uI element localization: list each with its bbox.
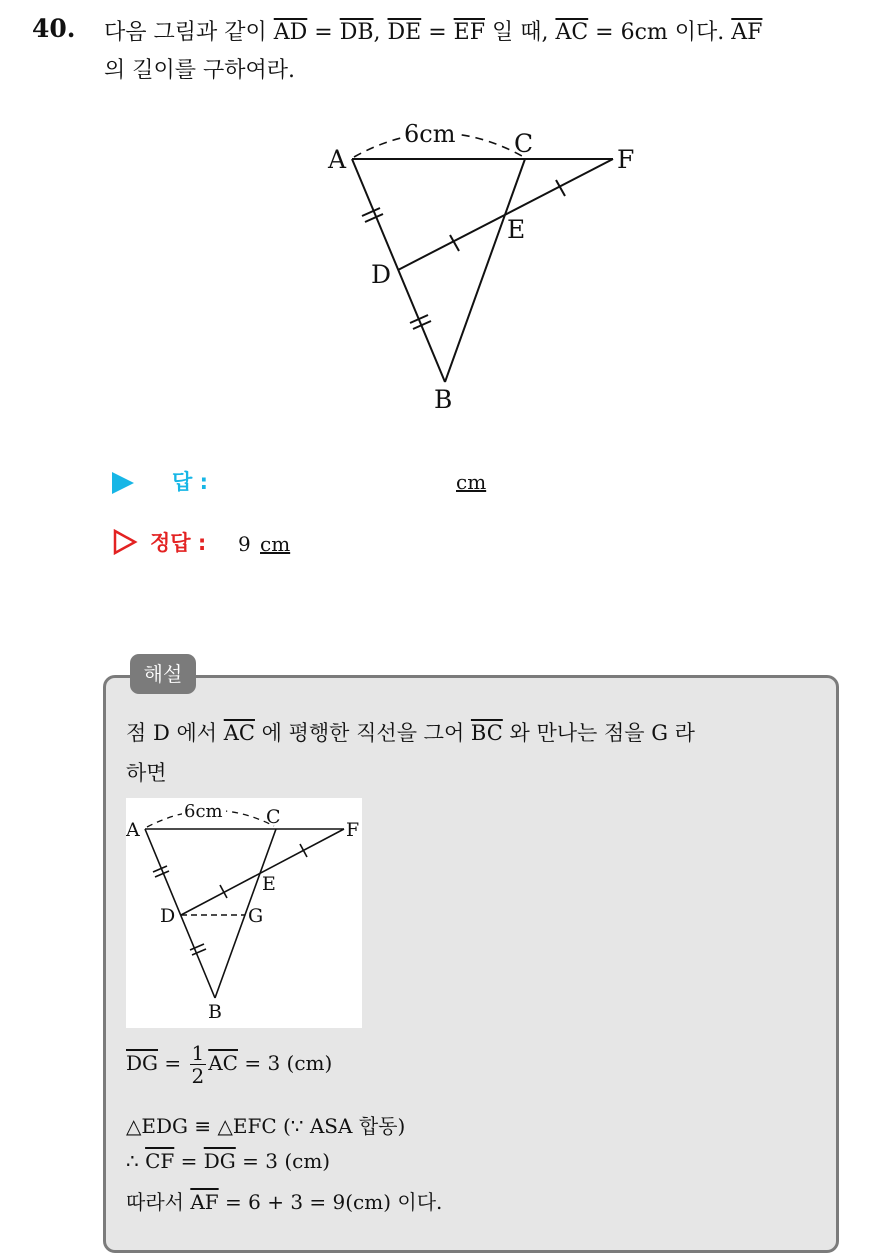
point-a: A (328, 145, 347, 174)
solution-equation2: △EDG ≡ △EFC (∵ ASA 합동) (126, 1114, 406, 1138)
triangle-figure (318, 118, 648, 418)
point-g: G (248, 905, 264, 927)
segment-ac: $\overline{AC}$ (223, 721, 255, 745)
solution-line1 (126, 717, 695, 747)
question-text: = (421, 20, 454, 45)
correct-answer-value: 9 (238, 532, 251, 556)
equation-text: = (174, 1149, 204, 1173)
solution-equation3 (126, 1149, 330, 1173)
solution-text: 점 D 에서 (126, 721, 224, 745)
segment-bc: $\overline{BC}$ (470, 721, 503, 745)
question-text: , (373, 20, 388, 45)
correct-answer-unit: cm (260, 532, 291, 556)
equation-text: = 3 (cm) (235, 1149, 331, 1173)
answer-row (112, 466, 532, 500)
length-label: 6cm (184, 801, 223, 822)
point-d: D (371, 260, 392, 289)
solution-equation1 (126, 1042, 446, 1092)
question-text: 일 때, (484, 20, 556, 45)
point-e: E (262, 873, 276, 895)
answer-label: 답 : (172, 470, 208, 494)
point-f: F (617, 145, 635, 174)
segment-ac: $\overline{AC}$ (208, 1051, 238, 1075)
segment-dg: $\overline{DG}$ (203, 1149, 236, 1173)
segment-de: $\overline{DE}$ (387, 20, 422, 45)
point-d: D (160, 905, 176, 927)
segment-cf: $\overline{CF}$ (145, 1149, 175, 1173)
fraction-half (190, 1042, 207, 1087)
correct-answer-label: 정답 : (150, 531, 207, 555)
point-b: B (434, 385, 453, 414)
length-label: 6cm (404, 120, 456, 148)
correct-answer-row (112, 527, 412, 561)
question-text: = 6cm 이다. (588, 20, 732, 45)
answer-unit: cm (456, 470, 487, 494)
point-c: C (514, 129, 534, 158)
solution-figure (126, 798, 362, 1028)
triangle-bullet-icon (112, 472, 134, 494)
question-text: = (307, 20, 340, 45)
solution-text: 와 만나는 점을 G 라 (502, 721, 695, 745)
question-text-line1 (104, 15, 762, 46)
solution-equation4 (126, 1186, 442, 1215)
line-df (398, 159, 613, 270)
question-text-line2: 의 길이를 구하여라. (104, 58, 295, 83)
solution-line2: 하면 (126, 761, 167, 785)
segment-ac: $\overline{AC}$ (555, 20, 589, 45)
point-e: E (507, 215, 526, 244)
equation-text: = (158, 1051, 188, 1075)
equation-text: = 3 (cm) (237, 1051, 333, 1075)
tick-mark (362, 208, 380, 216)
segment-af: $\overline{AF}$ (190, 1190, 219, 1214)
line-bc (445, 159, 525, 382)
solution-tag: 해설 (130, 654, 196, 694)
point-b: B (208, 1001, 222, 1023)
point-c: C (266, 806, 281, 828)
question-text: 다음 그림과 같이 (104, 20, 274, 45)
fraction-numerator: 1 (191, 1041, 205, 1065)
fraction-denominator: 2 (191, 1064, 205, 1088)
equation-text: 따라서 (126, 1190, 191, 1214)
point-f: F (346, 819, 360, 841)
equation-text: = 6 + 3 = 9(cm) 이다. (218, 1190, 443, 1214)
segment-af: $\overline{AF}$ (731, 20, 763, 45)
equation-text: ∴ (126, 1149, 146, 1173)
segment-db: $\overline{DB}$ (339, 20, 374, 45)
outline-triangle-icon (112, 529, 138, 555)
segment-ad: $\overline{AD}$ (273, 20, 308, 45)
segment-ef: $\overline{EF}$ (453, 20, 485, 45)
question-number: 40. (32, 14, 76, 43)
solution-text: 에 평행한 직선을 그어 (254, 721, 471, 745)
segment-dg: $\overline{DG}$ (126, 1051, 159, 1075)
point-a: A (126, 819, 140, 841)
tick-mark (365, 214, 383, 222)
